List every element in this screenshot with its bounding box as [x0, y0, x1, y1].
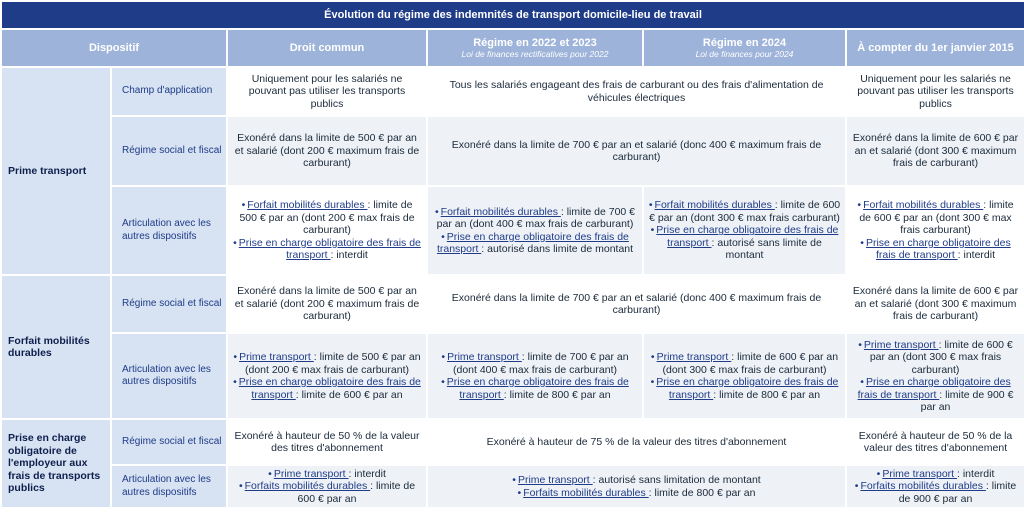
list-item	[232, 199, 422, 237]
bullet-icon: •	[650, 224, 655, 237]
list-item-text: : limite de 600 € par an (dont 300 € max frais carburant)	[649, 199, 841, 224]
header-dispositif: Dispositif	[1, 29, 227, 67]
cell-pt-art-droit-commun	[227, 186, 427, 275]
list-item-text: : limite de 800 € par an	[648, 486, 756, 499]
bullet-list	[851, 468, 1020, 506]
cell-pt-champ-2025: Uniquement pour les salariés ne pouvant pas utiliser les transports publics	[846, 67, 1024, 116]
cell-pt-champ-droit-commun: Uniquement pour les salariés ne pouvant pas utiliser les transports publics	[227, 67, 427, 116]
link-forfait-mobilites[interactable]: Forfait mobilités durables	[654, 199, 775, 212]
header-regime-2024	[643, 29, 846, 67]
bullet-list	[648, 351, 841, 401]
table-row	[1, 275, 1024, 333]
group-prise-en-charge: Prise en charge obligatoire de l'employeur aux frais de transports publics	[1, 419, 111, 508]
list-item	[648, 199, 841, 224]
list-item-text: : limite de 900 € par an	[898, 480, 1017, 505]
link-forfaits-mobilites[interactable]: Forfaits mobilités durables	[523, 486, 649, 499]
list-item-text: : autorisé sans limite de montant	[711, 236, 822, 262]
list-item-text: : limite de 500 € par an (dont 200 € max frais de carburant)	[244, 351, 421, 376]
cell-fmd-regime-droit-commun: Exonéré dans la limite de 500 € par an et salarié (dont 200 € maximum frais de carburant)	[227, 275, 427, 333]
bullet-icon: •	[233, 236, 237, 249]
link-prime-transport[interactable]: Prime transport	[656, 351, 732, 363]
list-item-text: : limite de 600 € par an	[297, 480, 416, 505]
bullet-icon: •	[854, 480, 859, 493]
cell-pec-art-2025	[846, 465, 1024, 508]
table-row	[1, 186, 1024, 275]
list-item-text: : interdit	[957, 467, 995, 480]
list-item	[851, 468, 1020, 481]
header-regime-2024-sub: Loi de finances pour 2024	[695, 49, 794, 60]
link-forfait-mobilites[interactable]: Forfait mobilités durables	[440, 205, 561, 218]
list-item	[851, 199, 1020, 237]
row-label-articulation: Articulation avec les autres dispositifs	[111, 465, 227, 508]
row-label-articulation: Articulation avec les autres dispositifs	[111, 333, 227, 419]
list-item-text: : limite de 600 € par an (dont 300 € max frais carburant)	[869, 338, 1013, 376]
bullet-icon: •	[233, 376, 237, 388]
table-title: Évolution du régime des indemnités de transport domicile-lieu de travail	[1, 1, 1024, 29]
list-item	[232, 480, 422, 505]
link-forfaits-mobilites[interactable]: Forfaits mobilités durables	[860, 480, 986, 493]
cell-pt-champ-2022-2024: Tous les salariés engageant des frais de carburant ou des frais d'alimentation de véhicules électriques	[427, 67, 846, 116]
list-item	[232, 237, 422, 262]
cell-pt-regime-2025: Exonéré dans la limite de 600 € par an et salarié (dont 300 € maximum frais de carburant)	[846, 116, 1024, 186]
bullet-icon: •	[648, 199, 653, 212]
bullet-icon: •	[512, 474, 516, 486]
link-prise-en-charge[interactable]: Prise en charge obligatoire des frais de transport	[656, 376, 839, 401]
link-prise-en-charge[interactable]: Prise en charge obligatoire des frais de transport	[857, 376, 1011, 401]
list-item	[648, 376, 841, 401]
list-item	[648, 224, 841, 262]
cell-pec-regime-2022-2024: Exonéré à hauteur de 75 % de la valeur des titres d'abonnement	[427, 419, 846, 465]
bullet-icon: •	[434, 205, 439, 218]
bullet-list	[232, 351, 422, 401]
header-regime-2024-title: Régime en 2024	[702, 36, 787, 49]
header-regime-2022	[427, 29, 643, 67]
bullet-icon: •	[268, 467, 272, 480]
list-item-text: : limite de 900 € par an	[920, 388, 1014, 413]
bullet-list	[432, 351, 638, 401]
bullet-list	[851, 199, 1020, 262]
link-forfaits-mobilites[interactable]: Forfaits mobilités durables	[244, 480, 371, 493]
bullet-icon: •	[860, 236, 864, 249]
table-row	[1, 465, 1024, 508]
bullet-icon: •	[441, 376, 445, 388]
bullet-icon: •	[233, 351, 238, 363]
bullet-icon: •	[238, 480, 243, 493]
cell-pec-art-droit-commun	[227, 465, 427, 508]
cell-pt-regime-2022-2024: Exonéré dans la limite de 700 € par an et salarié (donc 400 € maximum frais de carburant)	[427, 116, 846, 186]
bullet-icon: •	[876, 467, 881, 480]
link-prime-transport[interactable]: Prime transport	[863, 338, 939, 351]
table-row	[1, 116, 1024, 186]
bullet-icon: •	[517, 486, 522, 499]
cell-pt-art-2024	[643, 186, 846, 275]
header-regime-2022-sub: Loi de finances rectificatives pour 2022	[461, 49, 609, 60]
row-label-regime: Régime social et fiscal	[111, 275, 227, 333]
list-item	[851, 480, 1020, 505]
bullet-list	[648, 199, 841, 262]
bullet-icon: •	[860, 376, 864, 388]
link-prise-en-charge[interactable]: Prise en charge obligatoire des frais de transport	[865, 236, 1011, 262]
list-item-text: : autorisé sans limitation de montant	[592, 474, 761, 486]
cell-pt-regime-droit-commun: Exonéré dans la limite de 500 € par an et salarié (dont 200 € maximum frais de carburant)	[227, 116, 427, 186]
cell-fmd-art-droit-commun	[227, 333, 427, 419]
link-forfait-mobilites[interactable]: Forfait mobilités durables	[247, 199, 368, 212]
table-row	[1, 333, 1024, 419]
link-prime-transport[interactable]: Prime transport	[517, 474, 593, 486]
cell-fmd-art-2025	[846, 333, 1024, 419]
bullet-list	[851, 339, 1020, 414]
link-forfait-mobilites[interactable]: Forfait mobilités durables	[863, 199, 984, 212]
row-label-regime: Régime social et fiscal	[111, 419, 227, 465]
list-item-text: : limite de 700 € par an (dont 400 € max frais de carburant)	[436, 205, 636, 230]
row-label-articulation: Articulation avec les autres dispositifs	[111, 186, 227, 275]
bullet-icon: •	[441, 230, 445, 243]
bullet-list	[432, 206, 638, 256]
cell-fmd-art-2024	[643, 333, 846, 419]
link-prise-en-charge[interactable]: Prise en charge obligatoire des frais de transport	[656, 224, 839, 249]
list-item-text: : limite de 600 € par an (dont 300 € max frais de carburant)	[662, 351, 839, 376]
list-item-text: : interdit	[348, 467, 386, 480]
list-item	[432, 487, 841, 500]
cell-pec-regime-droit-commun: Exonéré à hauteur de 50 % de la valeur des titres d'abonnement	[227, 419, 427, 465]
bullet-icon: •	[441, 351, 446, 363]
list-item	[432, 376, 638, 401]
bullet-list	[232, 199, 422, 262]
list-item	[232, 351, 422, 376]
link-prime-transport[interactable]: Prime transport	[239, 351, 314, 363]
cell-fmd-regime-2022-2024: Exonéré dans la limite de 700 € par an et salarié (donc 400 € maximum frais de carburant)	[427, 275, 846, 333]
list-item	[432, 351, 638, 376]
link-prise-en-charge[interactable]: Prise en charge obligatoire des frais de transport	[238, 236, 421, 262]
list-item-text: : limite de 800 € par an	[503, 388, 611, 401]
list-item-text: : limite de 700 € par an (dont 400 € max frais de carburant)	[452, 351, 629, 376]
list-item	[432, 474, 841, 487]
list-item	[232, 468, 422, 481]
header-regime-2022-title: Régime en 2022 et 2023	[473, 36, 597, 49]
header-regime-2025: À compter du 1er janvier 2015	[846, 29, 1024, 67]
bullet-icon: •	[650, 351, 655, 363]
bullet-icon: •	[857, 199, 862, 212]
list-item	[851, 376, 1020, 414]
list-item-text: : limite de 500 € par an (dont 200 € max frais de carburant)	[239, 199, 415, 237]
link-prise-en-charge[interactable]: Prise en charge obligatoire des frais de transport	[436, 230, 629, 255]
list-item-text: : limite de 600 € par an (dont 300 € max frais carburant)	[859, 199, 1014, 237]
bullet-list	[232, 468, 422, 506]
table-row	[1, 67, 1024, 116]
list-item	[648, 351, 841, 376]
bullet-icon: •	[241, 199, 246, 212]
link-prime-transport[interactable]: Prime transport	[273, 467, 349, 480]
list-item-text: : autorisé dans limite de montant	[481, 243, 634, 255]
list-item	[432, 206, 638, 231]
list-item-text: : interdit	[957, 249, 996, 262]
link-prise-en-charge[interactable]: Prise en charge obligatoire des frais de transport	[446, 376, 629, 401]
bullet-icon: •	[650, 376, 655, 388]
row-label-champ: Champ d'application	[111, 67, 227, 116]
bullet-icon: •	[858, 338, 862, 351]
bullet-list	[432, 474, 841, 499]
cell-pt-art-2025	[846, 186, 1024, 275]
cell-fmd-regime-2025: Exonéré dans la limite de 600 € par an et salarié (dont 300 € maximum frais de carburant)	[846, 275, 1024, 333]
cell-pt-art-2022	[427, 186, 643, 275]
list-item	[851, 339, 1020, 377]
cell-pec-art-2022-2024	[427, 465, 846, 508]
list-item-text: : limite de 800 € par an	[713, 388, 821, 401]
cell-pec-regime-2025: Exonéré à hauteur de 50 % de la valeur des titres d'abonnement	[846, 419, 1024, 465]
list-item	[232, 376, 422, 401]
cell-fmd-art-2022	[427, 333, 643, 419]
row-label-regime: Régime social et fiscal	[111, 116, 227, 186]
list-item-text: : limite de 600 € par an	[295, 388, 403, 401]
header-droit-commun: Droit commun	[227, 29, 427, 67]
table-row	[1, 419, 1024, 465]
link-prime-transport[interactable]: Prime transport	[447, 351, 522, 363]
list-item	[432, 231, 638, 256]
list-item-text: : interdit	[330, 249, 368, 262]
link-prise-en-charge[interactable]: Prise en charge obligatoire des frais de transport	[238, 376, 421, 401]
group-forfait-mobilites: Forfait mobilités durables	[1, 275, 111, 419]
list-item	[851, 237, 1020, 262]
link-prime-transport[interactable]: Prime transport	[882, 467, 958, 480]
group-prime-transport: Prime transport	[1, 67, 111, 275]
